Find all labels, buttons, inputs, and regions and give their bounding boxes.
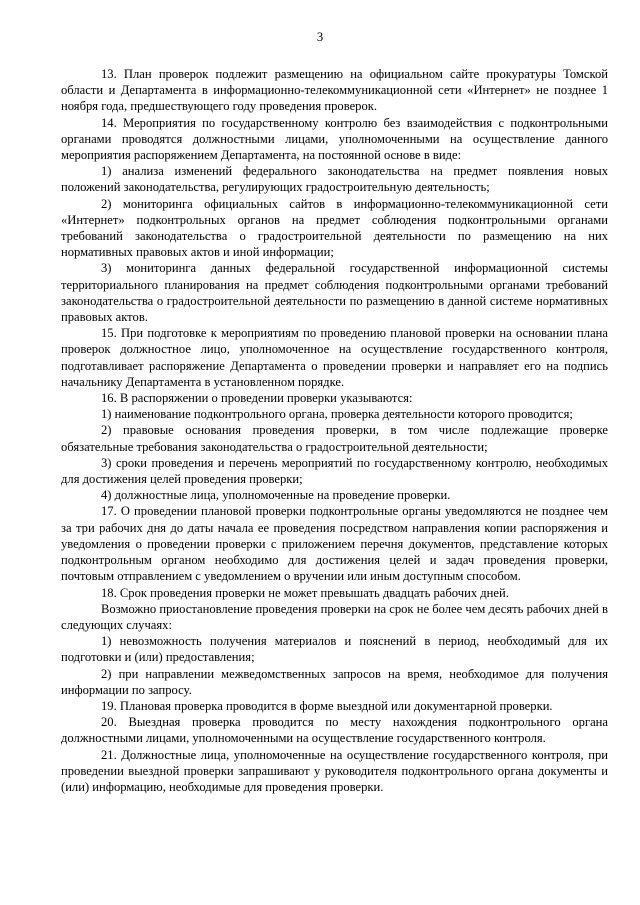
paragraph-16-order-contents: 16. В распоряжении о проведении проверки указываются:	[101, 391, 413, 406]
list-item-14-1: 1) анализа изменений федерального законодательства на предмет появления новых положений законодательства, регулирующих градостроительную деятельность;	[61, 164, 608, 195]
list-item-14-3: 3) мониторинга данных федеральной государственной информационной системы территориального планирования на предмет соблюдения подконтрольными органами требований законодательства о градостроительной деятельности по размещению в данной системе нормативных правовых актов.	[61, 261, 608, 325]
list-item-18-2: 2) при направлении межведомственных запросов на время, необходимое для получения информации по запросу.	[61, 666, 608, 697]
paragraph-19-form: 19. Плановая проверка проводится в форме выездной или документарной проверки.	[101, 698, 553, 713]
list-item-16-4: 4) должностные лица, уполномоченные на проведение проверки.	[101, 488, 451, 503]
list-item-14-2: 2) мониторинга официальных сайтов в информационно-телекоммуникационной сети «Интернет» подконтрольных органов на предмет соблюдения подконтрольными органами требований законодательства о градостроительной деятельности по размещению на них нормативных правовых актов и иной информации;	[61, 196, 608, 260]
list-item-16-2: 2) правовые основания проведения проверки, в том числе подлежащие проверке обязательные требования законодательства о градостроительной деятельности;	[61, 423, 608, 454]
paragraph-20-onsite: 20. Выездная проверка проводится по месту нахождения подконтрольного органа должностными лицами, уполномоченными на осуществление государственного контроля.	[61, 715, 608, 746]
paragraph-15-preparation: 15. При подготовке к мероприятиям по проведению плановой проверки на основании плана проверок должностное лицо, уполномоченное на осуществление государственного контроля, подготавливает распоряжение Департамента о проведении проверки и направляет его на подпись начальнику Департамента в установленном порядке.	[61, 326, 608, 389]
page-number: 3	[316, 30, 324, 44]
paragraph-14-control-measures: 14. Мероприятия по государственному контролю без взаимодействия с подконтрольными органами проводятся должностными лицами, уполномоченными на осуществление данного мероприятия распоряжением Департамента, на постоянной основе в виде:	[61, 115, 608, 163]
paragraph-17-notification: 17. О проведении плановой проверки подконтрольные органы уведомляются не позднее чем за три рабочих дня до даты начала ее проведения посредством направления копии распоряжения и уведомления о проведении проверки с приложением перечня документов, представление которых подконтрольным органом необходимо для достижения целей и задач проведения проверки, почтовым отправлением с уведомлением о вручении или иным доступным способом.	[61, 504, 608, 584]
paragraph-18-suspension: Возможно приостановление проведения проверки на срок не более чем десять рабочих дней в следующих случаях:	[61, 601, 608, 632]
paragraph-18-duration: 18. Срок проведения проверки не может превышать двадцать рабочих дней.	[101, 585, 509, 600]
document-body	[61, 66, 608, 795]
list-item-16-3: 3) сроки проведения и перечень мероприятий по государственному контролю, необходимых для достижения целей проведения проверки;	[61, 455, 608, 487]
paragraph-21-officials: 21. Должностные лица, уполномоченные на осуществление государственного контроля, при проведении выездной проверки запрашивают у руководителя подконтрольного органа документы и (или) информацию, необходимые для проведения проверки.	[61, 747, 608, 794]
paragraph-13-plan-publication: 13. План проверок подлежит размещению на официальном сайте прокуратуры Томской области и Департамента в информационно-телекоммуникационной сети «Интернет» не позднее 1 ноября года, предшествующего году проведения проверок.	[61, 67, 608, 114]
list-item-18-1: 1) невозможность получения материалов и пояснений в период, необходимый для их подготовки и (или) предоставления;	[61, 634, 608, 665]
list-item-16-1: 1) наименование подконтрольного органа, проверка деятельности которого проводится;	[101, 407, 573, 422]
